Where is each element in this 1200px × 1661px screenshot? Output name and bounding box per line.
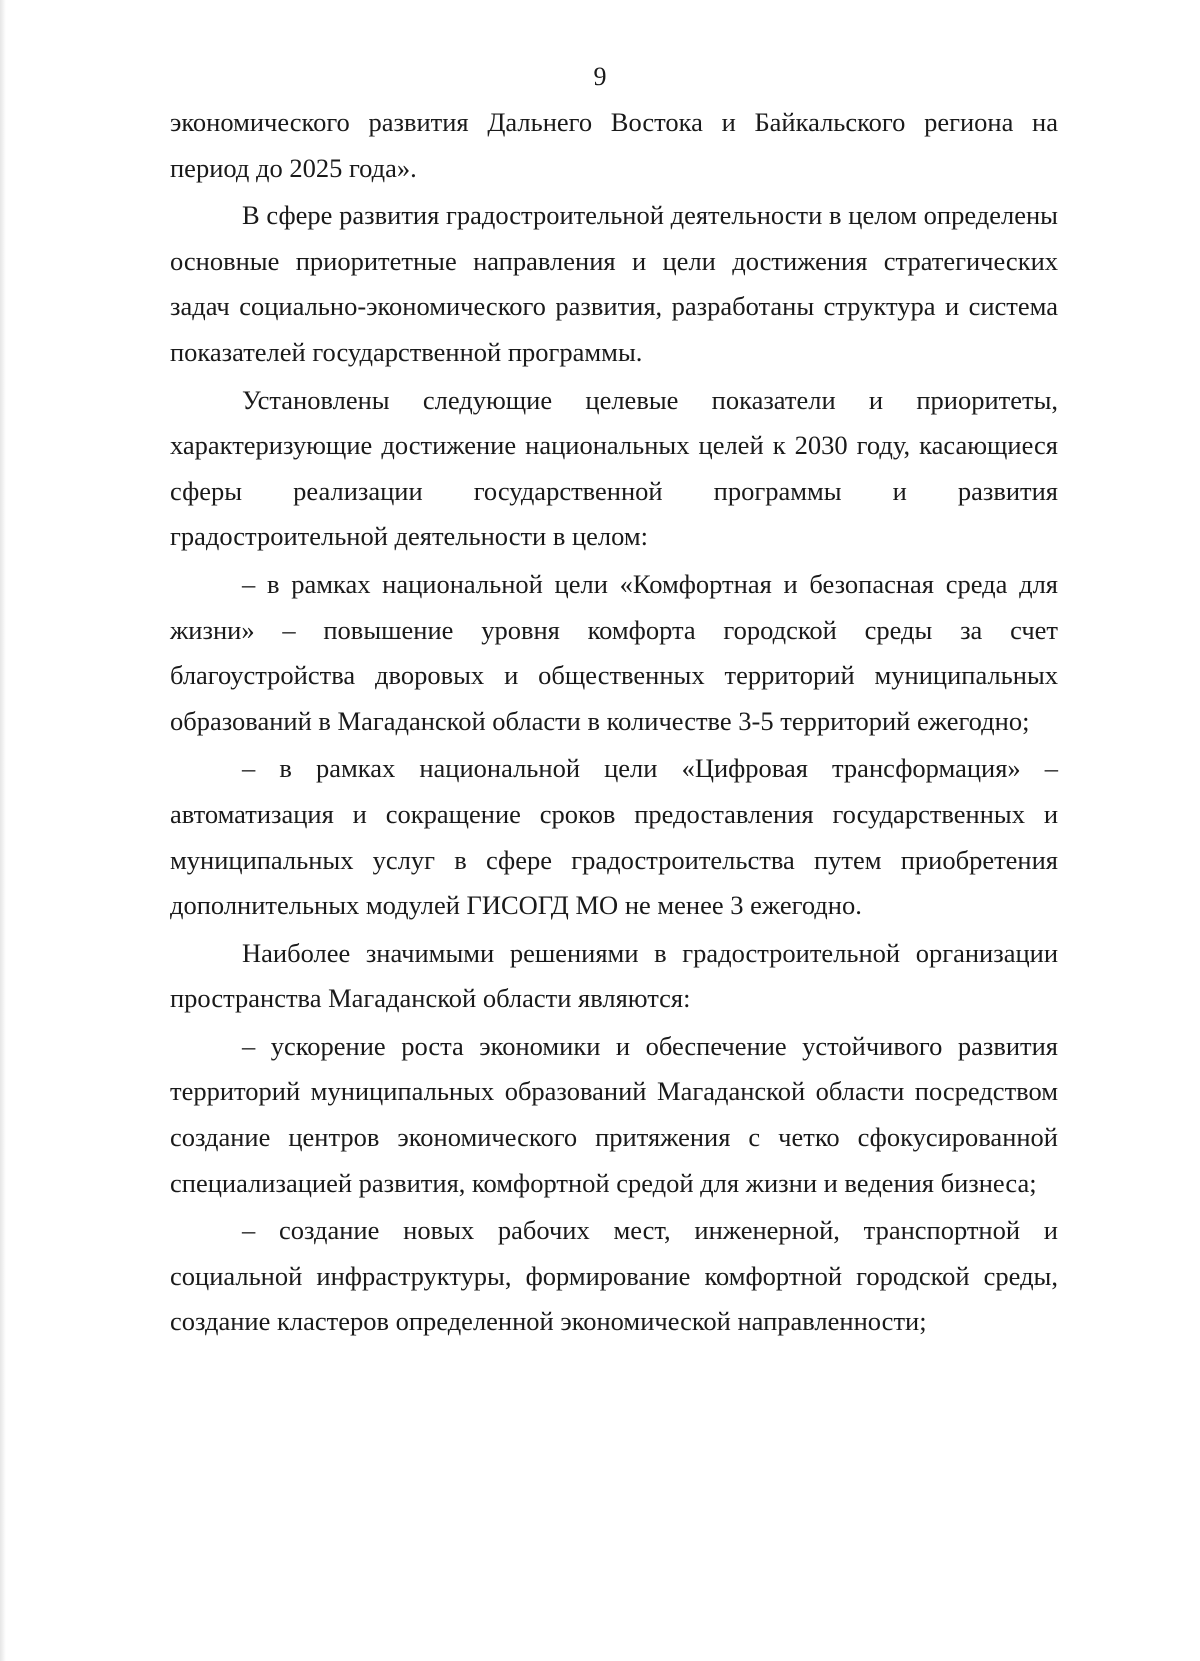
paragraph-key-decisions: Наиболее значимыми решениями в градостроительной организации пространства Магаданской области являются:	[170, 937, 1058, 1014]
body-text	[170, 100, 1058, 1347]
paragraph-1: экономического развития Дальнего Востока и Байкальского региона на период до 2025 года».	[170, 107, 1058, 183]
paragraph-2: В сфере развития градостроительной деятельности в целом определены основные приоритетные направления и цели достижения стратегических задач социально-экономического развития, разработаны структура и система показателей государственной программы.	[170, 200, 1058, 367]
page-number: 9	[593, 62, 607, 91]
list-item-comfortable-environment: – в рамках национальной цели «Комфортная и безопасная среда для жизни» – повышение уровня комфорта городской среды за счет благоустройства дворовых и общественных территорий муниципальных образований в Магаданской области в количестве 3-5 территорий ежегодно;	[170, 568, 1058, 736]
paragraph-3: Установлены следующие целевые показатели и приоритеты, характеризующие достижение национальных целей к 2030 году, касающиеся сферы реализации государственной программы и развития градостроительной деятельности в целом:	[170, 384, 1058, 552]
list-item-economic-growth: – ускорение роста экономики и обеспечение устойчивого развития территорий муниципальных образований Магаданской области посредством создание центров экономического притяжения с четко сфокусированной специализацией развития, комфортной средой для жизни и ведения бизнеса;	[170, 1030, 1058, 1198]
list-item-new-jobs: – создание новых рабочих мест, инженерной, транспортной и социальной инфраструктуры, формирование комфортной городской среды, создание кластеров определенной экономической направленности;	[170, 1215, 1058, 1337]
list-item-digital-transformation: – в рамках национальной цели «Цифровая трансформация» – автоматизация и сокращение сроков предоставления государственных и муниципальных услуг в сфере градостроительства путем приобретения дополнительных модулей ГИСОГД МО не менее 3 ежегодно.	[170, 753, 1058, 921]
scan-edge-shadow	[0, 0, 6, 1661]
